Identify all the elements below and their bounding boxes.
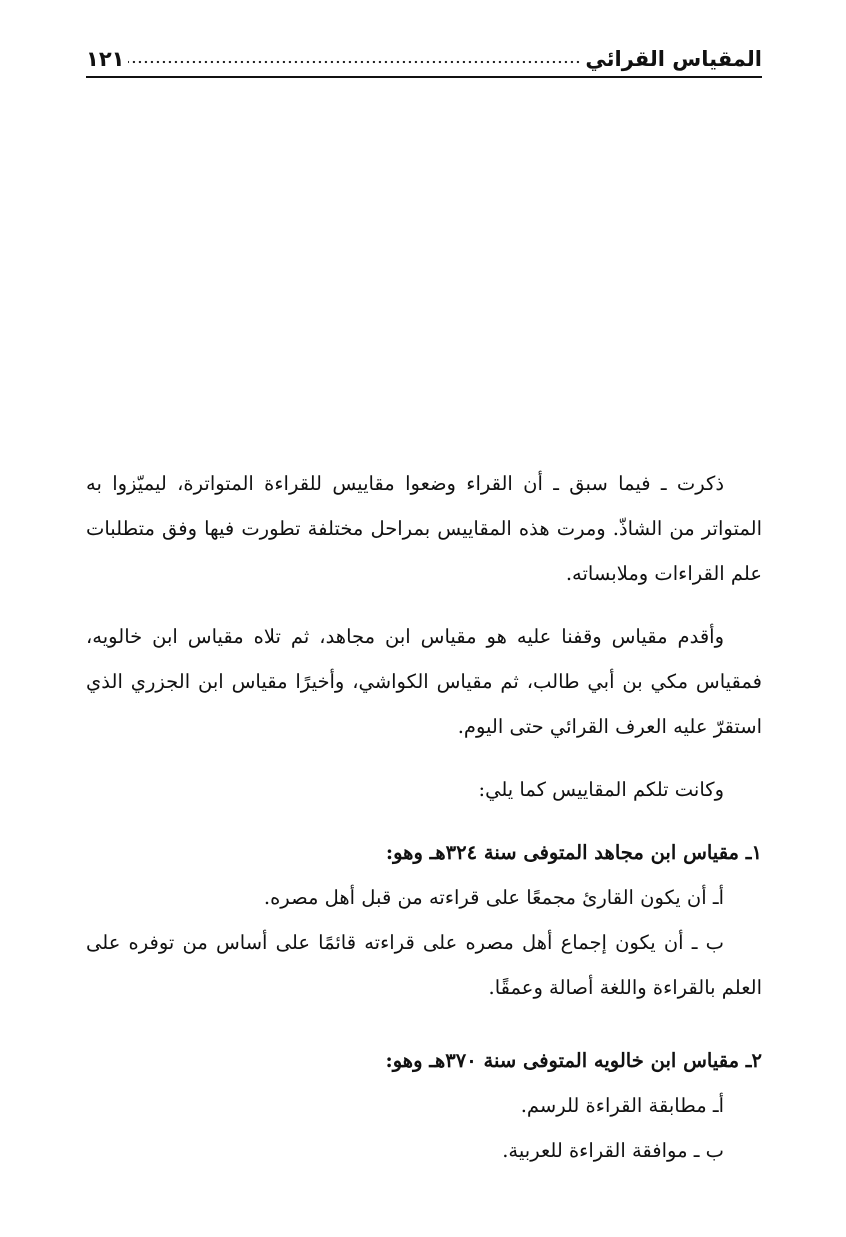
paragraph-text: ذكرت ـ فيما سبق ـ أن القراء وضعوا مقاييس للقراءة المتواترة، ليميّزوا به المتواتر من الشاذّ. ومرت هذه المقاييس بمراحل مختلفة تطورت فيها وفق متطلبات علم القراءات وملابساته. xyxy=(86,472,762,585)
paragraph-text: وكانت تلكم المقاييس كما يلي: xyxy=(478,778,724,801)
section-heading: ١ـ مقياس ابن مجاهد المتوفى سنة ٣٢٤هـ وهو: xyxy=(385,841,762,864)
header-title: المقياس القرائي xyxy=(585,47,762,71)
paragraph-2 xyxy=(86,614,762,749)
header-dot-leader xyxy=(128,58,581,66)
section-2 xyxy=(86,1038,762,1173)
list-item: ب ـ أن يكون إجماع أهل مصره على قراءته قائمًا على أساس من توفره على العلم بالقراءة واللغة أصالة وعمقًا. xyxy=(86,931,762,999)
paragraph-text: وأقدم مقياس وقفنا عليه هو مقياس ابن مجاهد، ثم تلاه مقياس ابن خالويه، فمقياس مكي بن أبي طالب، ثم مقياس الكواشي، وأخيرًا مقياس ابن الجزري الذي استقرّ عليه العرف القرائي حتى اليوم. xyxy=(86,625,762,738)
page-number: ١٢١ xyxy=(86,47,125,71)
paragraph-1 xyxy=(86,461,762,596)
running-header xyxy=(86,38,762,74)
section-1 xyxy=(86,830,762,1010)
list-item: أـ مطابقة القراءة للرسم. xyxy=(520,1094,724,1117)
section-heading: ٢ـ مقياس ابن خالويه المتوفى سنة ٣٧٠هـ وهو: xyxy=(385,1049,762,1072)
list-item: ب ـ موافقة القراءة للعربية. xyxy=(502,1139,724,1162)
list-item: أـ أن يكون القارئ مجمعًا على قراءته من قبل أهل مصره. xyxy=(263,886,724,909)
header-rule xyxy=(86,76,762,78)
paragraph-3 xyxy=(86,767,762,812)
